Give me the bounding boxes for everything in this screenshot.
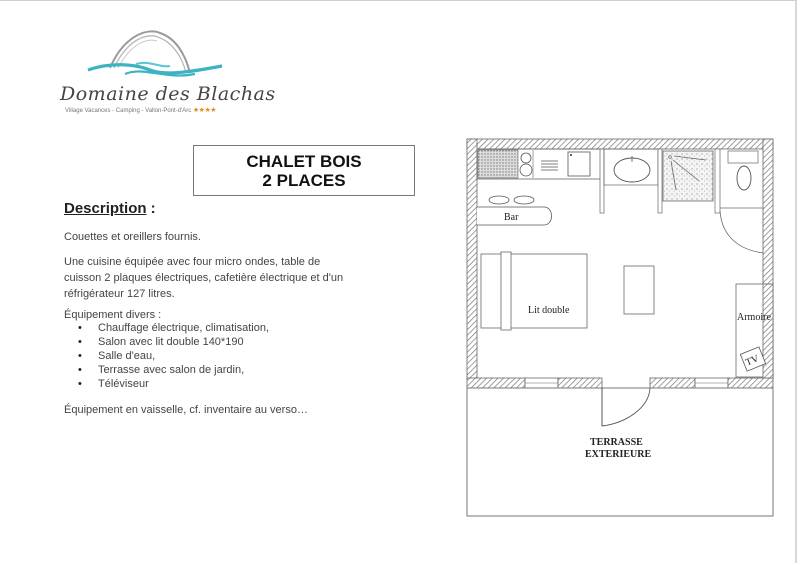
stars-icon: ★★★★ (192, 107, 216, 114)
list-item: • Chauffage électrique, climatisation, (78, 321, 269, 335)
paragraph-dishes: Équipement en vaisselle, cf. inventaire au verso… (64, 404, 308, 416)
list-item: • Salle d'eau, (78, 349, 269, 363)
equipment-label: Équipement divers : (64, 309, 162, 321)
bathroom-door-icon (720, 211, 763, 253)
logo-tagline (65, 106, 216, 114)
paragraph-kitchen: Une cuisine équipée avec four micro ondes, table de cuisson 2 plaques électriques, cafetière électrique et d'un réfrigérateur 127 litres. (64, 256, 344, 300)
sink-drainer-icon (541, 161, 558, 170)
bed-label: Lit double (528, 305, 570, 316)
logo-tagline-text: Village Vacances - Camping - Vallon-Pont-d'Arc (65, 108, 192, 114)
list-item: • Téléviseur (78, 377, 269, 391)
terrace-label-line-1: TERRASSE (590, 437, 643, 448)
double-bed (481, 252, 587, 330)
wardrobe (736, 284, 773, 378)
title-line-1: CHALET BOIS (246, 152, 362, 171)
description-heading (64, 200, 156, 217)
logo-brand-text: Domaine des Blachas (60, 83, 276, 105)
logo-mountain-wave-icon (40, 28, 260, 88)
wardrobe-label: Armoire (737, 312, 771, 323)
bathroom (600, 149, 763, 253)
toilet-icon (737, 166, 751, 190)
page-title (193, 145, 415, 196)
list-item: • Terrasse avec salon de jardin, (78, 363, 269, 377)
equipment-list (78, 321, 269, 391)
terrace-label-line-2: EXTERIEURE (585, 449, 652, 460)
logo (40, 28, 276, 118)
entry-door-icon (602, 388, 650, 426)
hob-icon (520, 153, 532, 176)
bar (477, 196, 552, 225)
kitchen (477, 149, 602, 179)
floor-plan (466, 138, 786, 525)
description-heading-text: Description (64, 200, 147, 217)
stool-icon (514, 196, 534, 204)
tv-label: TV (744, 353, 761, 369)
stool-icon (489, 196, 509, 204)
list-item: • Salon avec lit double 140*190 (78, 335, 269, 349)
bar-label: Bar (504, 212, 519, 223)
description-heading-colon: : (146, 200, 156, 217)
countertop-icon (478, 150, 518, 178)
pillow-icon (501, 252, 511, 330)
coffee-table (624, 266, 654, 314)
paragraph-bedding: Couettes et oreillers fournis. (64, 231, 201, 243)
title-line-2: 2 PLACES (262, 171, 346, 190)
